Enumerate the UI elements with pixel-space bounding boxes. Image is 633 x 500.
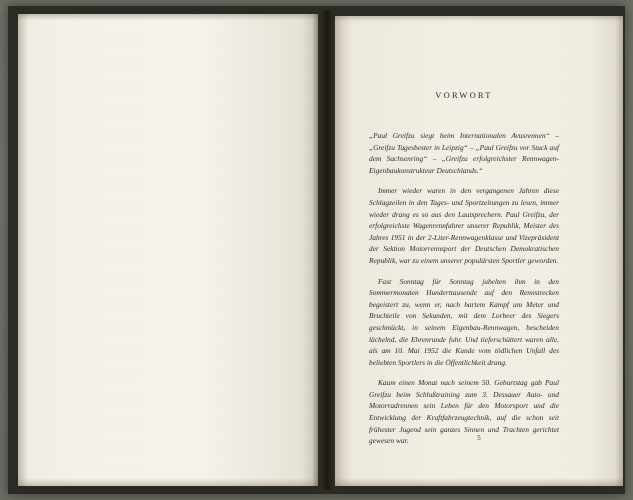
page-title: VORWORT — [435, 90, 493, 100]
page-text-block — [369, 90, 559, 456]
paragraph-1: „Paul Greifzu siegt beim Internationalen Avusrennen“ – „Greifzu Tagesbester in Leipzig“ – „Paul Greifzu vor Stuck auf dem Sachsenring“ – „Greifzu erfolgreichster Rennwagen-Eigenbaukonstrukteur Deutschlands.“ — [369, 131, 559, 175]
page-right-bottom-edge — [335, 478, 623, 486]
page-right-outer-edge — [615, 16, 623, 486]
page-left-bottom-edge — [18, 478, 318, 486]
page-number: 5 — [477, 434, 481, 442]
book-page-left — [18, 14, 318, 486]
open-book — [8, 6, 625, 494]
paragraph-2: Immer wieder waren in den vergangenen Jahren diese Schlagzeilen in den Tages- und Sportzeitungen zu lesen, immer wieder drang es so aus den Lautsprechern. Paul Greifzu, der erfolgreichste Wagenrennfahrer unserer Republik, Meister des Jahres 1951 in der 2-Liter-Rennwagenklasse und Vizepräsident der Sektion Motorrennsport der Deutschen Demokratischen Republik, war zu einem unserer populärsten Sportler geworden. — [369, 186, 559, 265]
page-right-top-edge — [335, 16, 623, 21]
page-left-top-edge — [18, 14, 318, 20]
book-page-right — [335, 16, 623, 486]
paragraph-3: Fast Sonntag für Sonntag jubelten ihm in den Sommermonaten Hunderttausende auf den Rennstrecken begeistert zu, wenn er, nach hartem Kampf um Meter und Bruchteile von Sekunden, mit dem Lorbeer des Siegers geschmückt, in seinem Eigenbau-Rennwagen, bescheiden lächelnd, die Ehrenrunde fuhr. Und tieferschüttert waren alle, als am 10. Mai 1952 die Kunde vom tödlichen Unfall des beliebten Sportlers in die Öffentlichkeit drang. — [369, 276, 559, 367]
paragraph-4: Kaum einen Monat nach seinem 50. Geburtstag gab Paul Greifzu beim Schlußtraining zum 3. Dessauer Auto- und Motorradrennen sein Leben für den Motorsport und die Entwicklung der Kraftfahrzeugtechnik, auf die schon seit frühester Jugend sein ganzes Sinnen und Trachten gerichtet gewesen war. — [369, 378, 559, 446]
page-left-grain — [18, 14, 318, 486]
page-left-outer-edge — [18, 14, 28, 486]
